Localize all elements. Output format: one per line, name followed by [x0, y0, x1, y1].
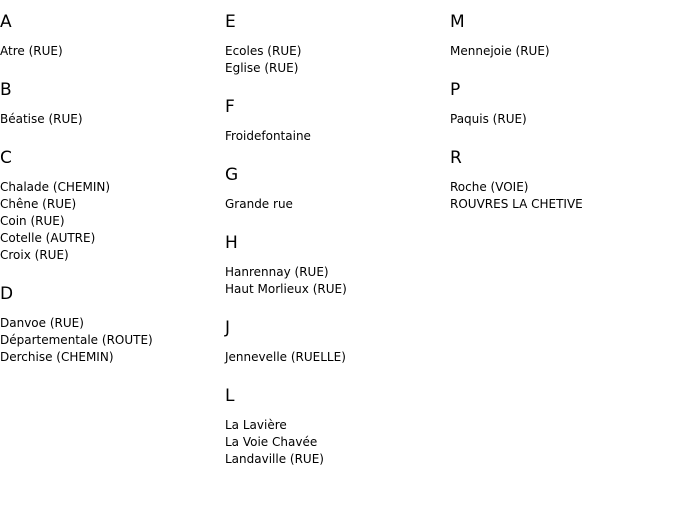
street-link[interactable]: Grande rue [225, 197, 293, 211]
street-link[interactable]: Chalade (CHEMIN) [0, 180, 111, 194]
street-link[interactable]: Eglise (RUE) [225, 61, 299, 75]
street-link[interactable]: Chêne (RUE) [0, 197, 77, 211]
street-list [450, 179, 675, 213]
street-list [0, 315, 225, 366]
letter-group-c [0, 147, 225, 264]
letter-heading: P [450, 80, 461, 100]
street-link[interactable]: Hanrennay (RUE) [225, 265, 329, 279]
letter-group-a [0, 11, 225, 60]
letter-heading: D [0, 284, 14, 304]
letter-group-j [225, 317, 450, 366]
street-list [225, 43, 450, 77]
street-link[interactable]: Paquis (RUE) [450, 112, 527, 126]
street-link[interactable]: La Voie Chavée [225, 435, 318, 449]
street-link[interactable]: Danvoe (RUE) [0, 316, 84, 330]
street-link[interactable]: Béatise (RUE) [0, 112, 83, 126]
letter-group-e [225, 11, 450, 77]
index-column-3 [450, 11, 675, 232]
letter-group-l [225, 385, 450, 468]
letter-group-p [450, 79, 675, 128]
street-link[interactable]: Landaville (RUE) [225, 452, 324, 466]
street-list [225, 196, 450, 213]
street-list [225, 349, 450, 366]
letter-group-g [225, 164, 450, 213]
letter-group-b [0, 79, 225, 128]
street-list [0, 43, 225, 60]
index-column-2 [225, 11, 450, 487]
letter-heading: H [225, 233, 238, 253]
street-link[interactable]: Croix (RUE) [0, 248, 69, 262]
letter-heading: G [225, 165, 239, 185]
letter-heading: C [0, 148, 12, 168]
letter-group-d [0, 283, 225, 366]
street-link[interactable]: Jennevelle (RUELLE) [225, 350, 346, 364]
street-link[interactable]: Haut Morlieux (RUE) [225, 282, 347, 296]
street-link[interactable]: Derchise (CHEMIN) [0, 350, 114, 364]
street-link[interactable]: Mennejoie (RUE) [450, 44, 550, 58]
letter-group-f [225, 96, 450, 145]
letter-heading: B [0, 80, 12, 100]
street-list [225, 417, 450, 468]
letter-heading: R [450, 148, 462, 168]
street-link[interactable]: Atre (RUE) [0, 44, 63, 58]
street-link[interactable]: Froidefontaine [225, 129, 311, 143]
street-list [225, 128, 450, 145]
street-list [450, 111, 675, 128]
street-link[interactable]: ROUVRES LA CHETIVE [450, 197, 583, 211]
letter-group-m [450, 11, 675, 60]
street-list [225, 264, 450, 298]
letter-group-h [225, 232, 450, 298]
street-list [0, 179, 225, 264]
index-column-1 [0, 11, 225, 385]
street-link[interactable]: Ecoles (RUE) [225, 44, 302, 58]
letter-heading: J [225, 318, 231, 338]
letter-heading: E [225, 12, 236, 32]
street-list [450, 43, 675, 60]
street-link[interactable]: Coin (RUE) [0, 214, 65, 228]
letter-heading: F [225, 97, 235, 117]
street-link[interactable]: Départementale (ROUTE) [0, 333, 153, 347]
street-link[interactable]: Roche (VOIE) [450, 180, 529, 194]
street-list [0, 111, 225, 128]
letter-heading: L [225, 386, 235, 406]
street-link[interactable]: Cotelle (AUTRE) [0, 231, 96, 245]
letter-heading: A [0, 12, 12, 32]
street-link[interactable]: La Lavière [225, 418, 287, 432]
letter-group-r [450, 147, 675, 213]
letter-heading: M [450, 12, 465, 32]
